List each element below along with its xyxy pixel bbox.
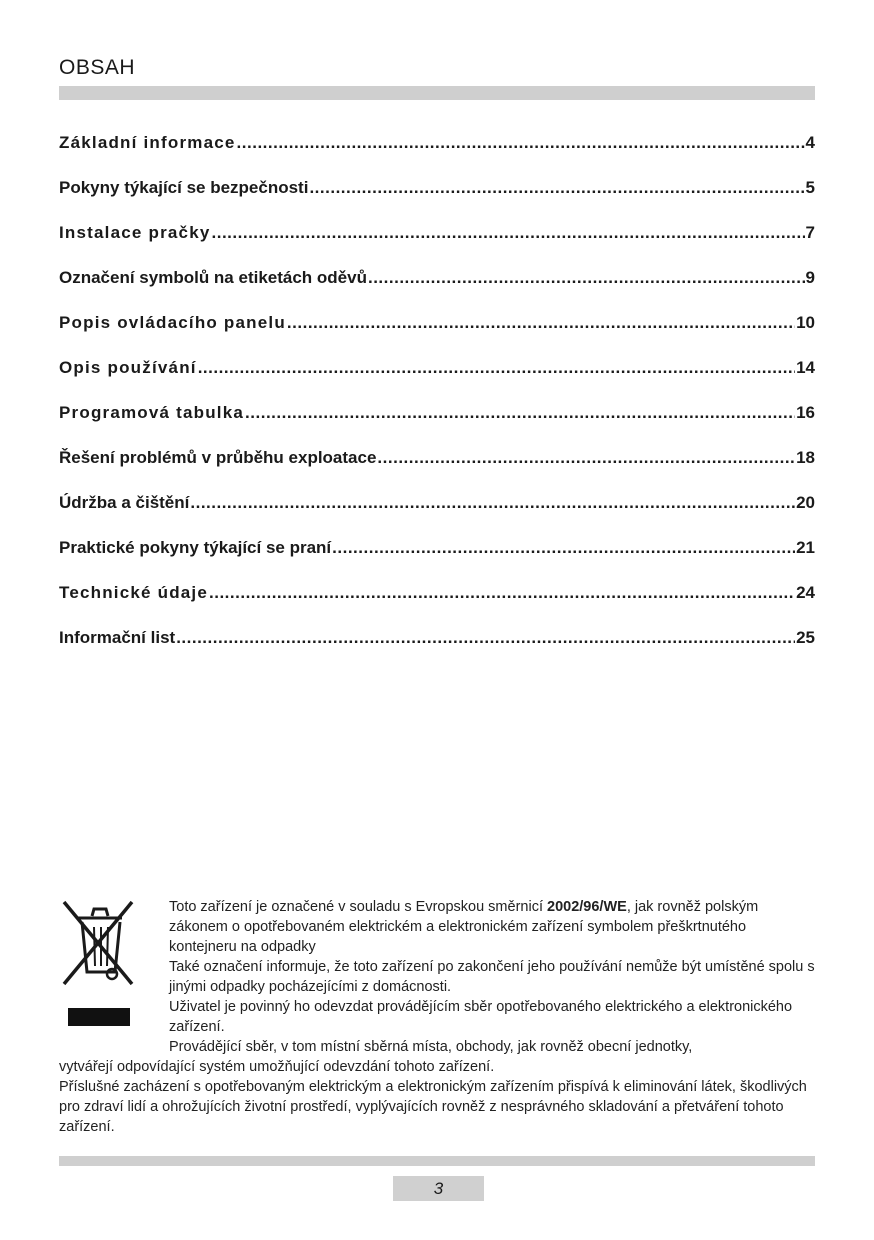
toc-entry-label: Programová tabulka [59, 403, 245, 422]
page-number: 3 [393, 1176, 484, 1201]
directive-number: 2002/96/WE [547, 899, 627, 915]
toc-entry[interactable] [59, 448, 815, 493]
toc-leader-dots [198, 358, 795, 378]
weee-paragraph-4: Provádějící sběr, v tom místní sběrná místa, obchody, jak rovněž obecní jednotky, vytvářejí odpovídající systém umožňující odevzdání tohoto zařízení. [59, 1039, 693, 1075]
weee-notice [59, 897, 815, 1137]
table-of-contents [59, 133, 815, 673]
toc-entry[interactable] [59, 403, 815, 448]
footer-divider [59, 1156, 815, 1166]
toc-leader-dots [176, 628, 795, 648]
weee-paragraph-2: Také označení informuje, že toto zařízení po zakončení jeho používání nemůže být umístěné spolu s jinými odpadky pocházejícími z domácnosti. [169, 959, 815, 995]
header-divider [59, 86, 815, 100]
toc-leader-dots [190, 493, 795, 513]
toc-leader-dots [209, 583, 795, 603]
toc-entry-label: Řešení problémů v průběhu exploatace [59, 448, 377, 467]
toc-entry-label: Základní informace [59, 133, 236, 152]
toc-leader-dots [368, 268, 805, 288]
toc-entry[interactable] [59, 358, 815, 403]
toc-entry-page: 24 [796, 583, 815, 602]
toc-entry-page: 14 [796, 358, 815, 377]
toc-leader-dots [245, 403, 795, 423]
toc-leader-dots [377, 448, 795, 468]
toc-entry[interactable] [59, 628, 815, 673]
toc-entry-page: 20 [796, 493, 815, 512]
toc-entry-label: Označení symbolů na etiketách oděvů [59, 268, 367, 287]
toc-leader-dots [212, 223, 805, 243]
toc-entry[interactable] [59, 223, 815, 268]
toc-leader-dots [287, 313, 795, 333]
toc-entry[interactable] [59, 538, 815, 583]
toc-entry[interactable] [59, 133, 815, 178]
toc-entry-page: 10 [796, 313, 815, 332]
toc-entry-page: 4 [805, 133, 815, 152]
toc-entry-label: Praktické pokyny týkající se praní [59, 538, 332, 557]
toc-entry-page: 18 [796, 448, 815, 467]
toc-entry-label: Technické údaje [59, 583, 209, 602]
toc-entry[interactable] [59, 493, 815, 538]
toc-entry-label: Pokyny týkající se bezpečnosti [59, 178, 309, 197]
toc-entry-label: Popis ovládacího panelu [59, 313, 286, 332]
toc-entry-page: 7 [805, 223, 815, 242]
toc-entry-page: 25 [796, 628, 815, 647]
weee-paragraph-1: Toto zařízení je označené v souladu s Evropskou směrnicí 2002/96/WE, jak rovněž polským zákonem o opotřebovaném elektrickém a elektronickém zařízení symbolem přeškrtnutého kontejneru na odpadky [169, 899, 759, 955]
toc-leader-dots [309, 178, 804, 198]
toc-entry-label: Informační list [59, 628, 176, 647]
toc-leader-dots [332, 538, 795, 558]
toc-entry[interactable] [59, 178, 815, 223]
toc-entry-page: 16 [796, 403, 815, 422]
toc-entry[interactable] [59, 268, 815, 313]
toc-entry-page: 5 [805, 178, 815, 197]
toc-entry[interactable] [59, 583, 815, 628]
toc-entry-page: 21 [796, 538, 815, 557]
toc-entry[interactable] [59, 313, 815, 358]
toc-entry-label: Údržba a čištění [59, 493, 190, 512]
weee-paragraph-3: Uživatel je povinný ho odevzdat provádějícím sběr opotřebovaného elektrického a elektronického zařízení. [169, 999, 793, 1035]
toc-entry-label: Instalace pračky [59, 223, 211, 242]
toc-entry-label: Opis používání [59, 358, 197, 377]
page-title: OBSAH [59, 56, 136, 79]
toc-leader-dots [237, 133, 805, 153]
toc-entry-page: 9 [805, 268, 815, 287]
weee-paragraph-5: Příslušné zacházení s opotřebovaným elektrickým a elektronickým zařízením přispívá k eliminování látek, škodlivých pro zdraví lidí a ohrožujících životní prostředí, vyplývajících rovněž z nesprávného skladování a přetváření tohoto zařízení. [59, 1079, 807, 1135]
